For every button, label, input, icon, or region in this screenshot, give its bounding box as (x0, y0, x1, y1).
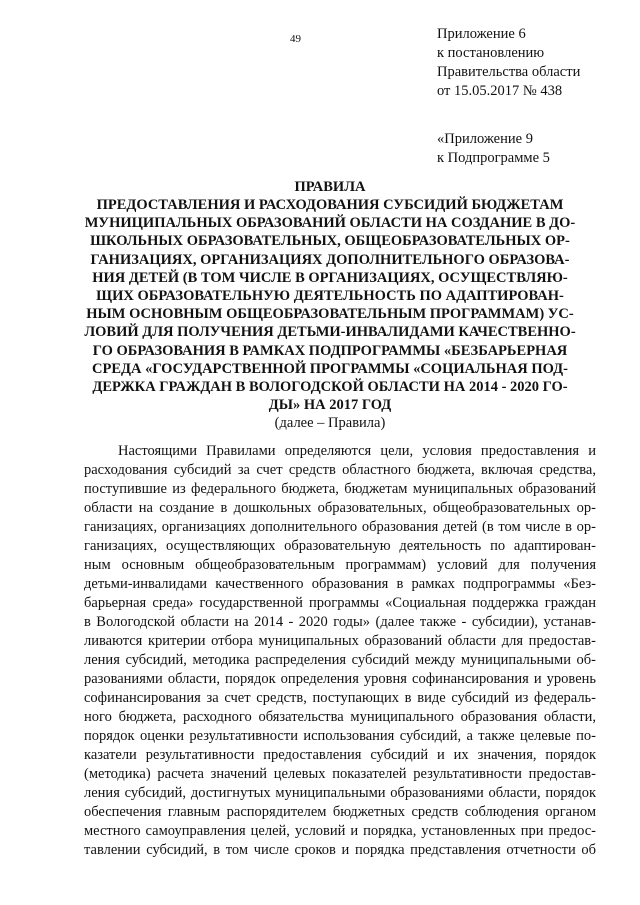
appendix-6-header (437, 25, 580, 101)
body-line: порядок оценки результативности использования субсидий, а также целевые по- (84, 728, 596, 744)
body-line: расходования субсидий за счет средств областного бюджета, включая средства, (84, 462, 596, 478)
body-line: (методика) расчета значений целевых показателей результативности предостав- (84, 766, 596, 782)
title-line: ШКОЛЬНЫХ ОБРАЗОВАТЕЛЬНЫХ, ОБЩЕОБРАЗОВАТЕЛЬНЫХ ОР- (90, 233, 570, 250)
title-word: ПРАВИЛА (294, 179, 366, 195)
body-paragraph (84, 442, 596, 860)
title-line: ГАНИЗАЦИЯХ, ОРГАНИЗАЦИЯХ ДОПОЛНИТЕЛЬНОГО ОБРАЗОВА- (90, 251, 570, 268)
document-title (80, 178, 580, 432)
body-line: ганизациях, осуществляющих образовательную деятельность по адаптирован- (84, 538, 596, 554)
body-line: обеспечения главным распорядителем бюджетных средств соблюдения органом (84, 804, 596, 820)
appendix-6-line: от 15.05.2017 № 438 (437, 83, 563, 99)
body-line: в Вологодской области на 2014 - 2020 годы» (далее также - субсидии), устанав- (84, 614, 596, 630)
title-line: НЫМ ОСНОВНЫМ ОБЩЕОБРАЗОВАТЕЛЬНЫМ ПРОГРАММАМ) УС- (86, 306, 574, 323)
title-line: ЛОВИЙ ДЛЯ ПОЛУЧЕНИЯ ДЕТЬМИ-ИНВАЛИДАМИ КАЧЕСТВЕННО- (84, 324, 576, 341)
appendix-6-line: Приложение 6 (437, 26, 526, 42)
title-line: ДЕРЖКА ГРАЖДАН В ВОЛОГОДСКОЙ ОБЛАСТИ НА 2014 - 2020 ГО- (92, 379, 568, 396)
body-line: детьми-инвалидами качественного образования в рамках подпрограммы «Без- (84, 576, 596, 592)
body-line: казатели результативности предоставления субсидий и их значения, порядок (84, 747, 596, 763)
appendix-6-line: Правительства области (437, 64, 581, 80)
body-line: ганизациях, организациях дополнительного образования детей (в том числе в ор- (84, 519, 596, 535)
appendix-9-line: «Приложение 9 (437, 131, 533, 147)
title-subtitle: (далее – Правила) (274, 415, 386, 432)
title-line: ДЫ» НА 2017 ГОД (268, 397, 392, 414)
page-number: 49 (290, 33, 301, 45)
body-line: разованиями области, порядок определения уровня софинансирования и уровень (84, 671, 596, 687)
appendix-9-header (437, 130, 550, 168)
title-line: ЩИХ ОБРАЗОВАТЕЛЬНУЮ ДЕЯТЕЛЬНОСТЬ ПО АДАПТИРОВАН- (96, 288, 564, 305)
appendix-6-line: к постановлению (437, 45, 545, 61)
title-line: НИЯ ДЕТЕЙ (В ТОМ ЧИСЛЕ В ОРГАНИЗАЦИЯХ, ОСУЩЕСТВЛЯЮ- (92, 269, 568, 286)
body-line: ления субсидий, достигнутых муниципальными образованиями области, порядок (84, 785, 596, 801)
body-line: ным основным общеобразовательным программам) условий для получения (84, 557, 596, 573)
title-line: МУНИЦИПАЛЬНЫХ ОБРАЗОВАНИЙ ОБЛАСТИ НА СОЗДАНИЕ В ДО- (84, 215, 576, 232)
body-line: тавлении субсидий, в том числе сроков и порядка представления отчетности об (84, 842, 596, 858)
body-line: Настоящими Правилами определяются цели, условия предоставления и (118, 443, 596, 459)
body-line: ливаются критерии отбора муниципальных образований области для предостав- (84, 633, 596, 649)
appendix-9-line: к Подпрограмме 5 (437, 150, 550, 166)
body-line: местного самоуправления целей, условий и порядка, установленных при предос- (84, 823, 596, 839)
title-line: ГО ОБРАЗОВАНИЯ В РАМКАХ ПОДПРОГРАММЫ «БЕЗБАРЬЕРНАЯ (92, 342, 568, 359)
title-line: ПРЕДОСТАВЛЕНИЯ И РАСХОДОВАНИЯ СУБСИДИЙ БЮДЖЕТАМ (96, 197, 564, 213)
body-line: поступившие из федерального бюджета, бюджетам муниципальных образований (84, 481, 596, 497)
body-line: ления субсидий, методика распределения субсидий между муниципальными об- (84, 652, 596, 668)
body-line: софинансирования за счет средств, поступающих в виде субсидий из федераль- (84, 690, 596, 706)
body-line: ного бюджета, расходного обязательства муниципального образования области, (84, 709, 596, 725)
body-line: области на создание в дошкольных образовательных, общеобразовательных ор- (84, 500, 596, 516)
title-line: СРЕДА «ГОСУДАРСТВЕННОЙ ПРОГРАММЫ «СОЦИАЛЬНАЯ ПОД- (92, 360, 568, 377)
body-line: барьерная среда» государственной программы «Социальная поддержка граждан (84, 595, 596, 611)
